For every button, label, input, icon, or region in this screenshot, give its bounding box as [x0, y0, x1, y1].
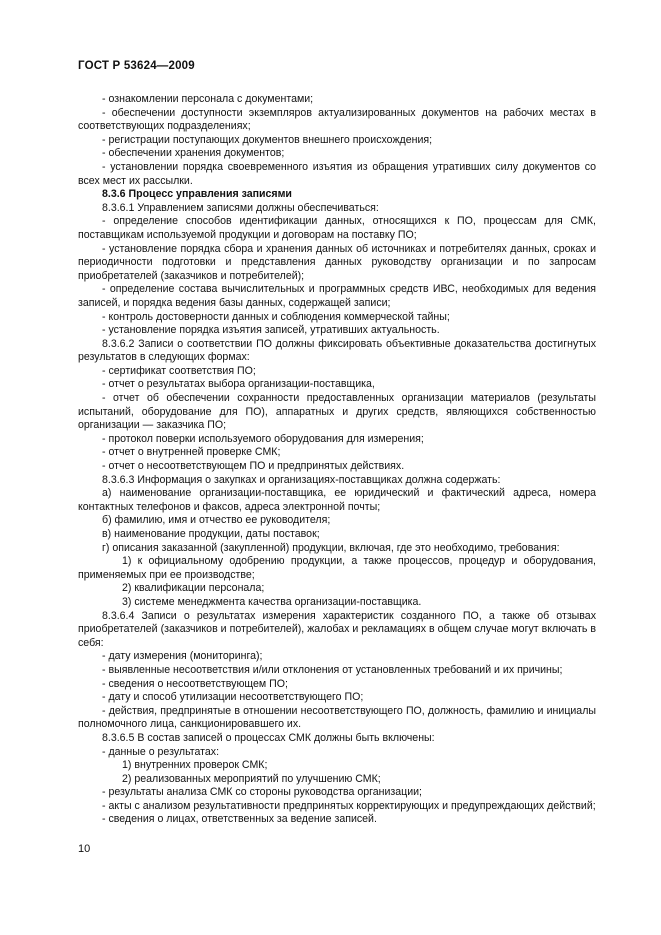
paragraph: - отчет об обеспечении сохранности предоставленных организации материалов (результаты испытаний, оборудование для ПО), аппаратных и других средств, являющихся собственностью организации — заказчика ПО; [78, 392, 596, 432]
paragraph: - сертификат соответствия ПО; [102, 364, 256, 377]
paragraph: в) наименование продукции, даты поставок; [102, 528, 320, 540]
paragraph: - протокол поверки используемого оборудования для измерения; [102, 432, 424, 445]
paragraph: б) фамилию, имя и отчество ее руководителя; [102, 514, 331, 527]
paragraph: - данные о результатах: [102, 745, 220, 758]
paragraph: г) описания заказанной (закупленной) продукции, включая, где это необходимо, требования: [102, 541, 560, 554]
paragraph: - действия, предпринятые в отношении несоответствующего ПО, должность, фамилию и инициалы полномочного лица, санкционировавшего их. [78, 704, 596, 731]
paragraph: 8.3.6.3 Информация о закупках и организациях-поставщиках должна содержать: [102, 473, 501, 486]
paragraph: - сведения о лицах, ответственных за ведение записей. [102, 813, 377, 826]
paragraph: - контроль достоверности данных и соблюдения коммерческой тайны; [102, 310, 450, 323]
document-body [78, 93, 596, 827]
paragraph: 1) внутренних проверок СМК; [122, 759, 268, 772]
paragraph: - установление порядка изъятия записей, утративших актуальность. [102, 324, 440, 337]
paragraph: - дату и способ утилизации несоответствующего ПО; [102, 691, 364, 704]
paragraph: - результаты анализа СМК со стороны руководства организации; [102, 786, 422, 799]
paragraph: - отчет о несоответствующем ПО и предпринятых действиях. [102, 460, 405, 473]
paragraph: 3) системе менеджмента качества организации-поставщика. [122, 595, 422, 608]
paragraph: а) наименование организации-поставщика, ее юридический и фактический адреса, номера контактных телефонов и факсов, адреса электронной почты; [78, 487, 596, 513]
paragraph: 2) квалификации персонала; [122, 582, 265, 595]
paragraph: - обеспечении хранения документов; [102, 147, 285, 160]
paragraph: - отчет о внутренней проверке СМК; [102, 446, 281, 459]
paragraph: - определение способов идентификации данных, относящихся к ПО, процессам для СМК, поставщикам используемой продукции и договорам на поставку ПО; [78, 215, 596, 241]
paragraph: 1) к официальному одобрению продукции, а также процессов, процедур и оборудования, применяемых при ее производстве; [78, 555, 596, 581]
paragraph: 8.3.6.5 В состав записей о процессах СМК должны быть включены: [102, 731, 435, 744]
paragraph: - регистрации поступающих документов внешнего происхождения; [102, 133, 433, 146]
paragraph: 8.3.6.2 Записи о соответствии ПО должны фиксировать объективные доказательства достигнутых результатов в следующих формах: [78, 337, 596, 364]
paragraph: - обеспечении доступности экземпляров актуализированных документов на рабочих местах в соответствующих подразделениях; [78, 106, 596, 133]
paragraph: - дату измерения (мониторинга); [102, 650, 263, 663]
paragraph: - сведения о несоответствующем ПО; [102, 677, 288, 690]
paragraph: 2) реализованных мероприятий по улучшению СМК; [122, 772, 381, 785]
paragraph: - установление порядка сбора и хранения данных об источниках и потребителях данных, сроках и периодичности подготовки и представления данных руководству организации и по запросам приобретателей (заказчиков и потребителей); [78, 242, 596, 282]
paragraph: - акты с анализом результативности предпринятых корректирующих и предупреждающих действий; [102, 799, 596, 812]
section-heading: 8.3.6 Процесс управления записями [102, 188, 292, 201]
paragraph: - установлении порядка своевременного изъятия из обращения утративших силу документов со всех мест их рассылки. [78, 160, 596, 187]
paragraph: - ознакомлении персонала с документами; [102, 93, 314, 105]
paragraph: - выявленные несоответствия и/или отклонения от установленных требований и их причины; [102, 663, 563, 676]
document-header: ГОСТ Р 53624—2009 [78, 60, 195, 72]
paragraph: - определение состава вычислительных и программных средств ИВС, необходимых для ведения записей, и порядка ведения базы данных, содержащей записи; [78, 283, 596, 309]
paragraph: 8.3.6.4 Записи о результатах измерения характеристик созданного ПО, а также об отзывах приобретателей (заказчиков и потребителей), жалобах и рекламациях в общем случае могут включать в себя: [78, 609, 596, 649]
page-number: 10 [78, 843, 91, 855]
paragraph: 8.3.6.1 Управлением записями должны обеспечиваться: [102, 201, 379, 214]
paragraph: - отчет о результатах выбора организации-поставщика, [102, 378, 375, 391]
